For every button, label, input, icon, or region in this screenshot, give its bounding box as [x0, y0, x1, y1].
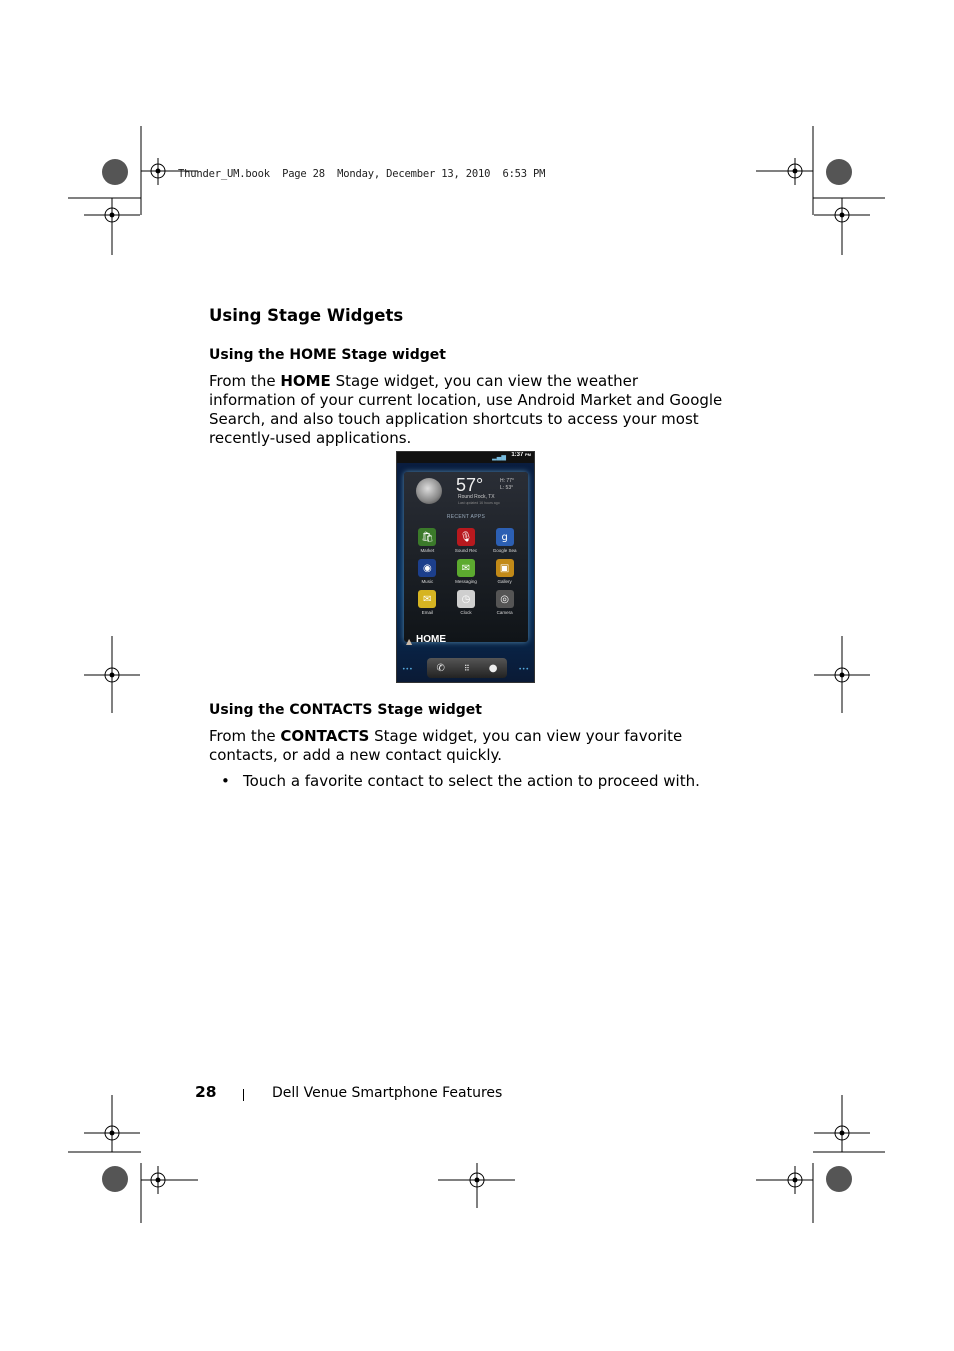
app-shortcut [447, 559, 486, 584]
high-low [500, 478, 514, 492]
microphone-icon: 🎙 [457, 528, 475, 546]
browser-icon: ● [488, 662, 498, 674]
left-page-dots: ••• [402, 666, 413, 673]
stage-label: HOME [416, 634, 446, 645]
status-bar [397, 452, 534, 463]
bullet-icon: • [221, 772, 230, 790]
home-widget-screenshot [396, 451, 535, 683]
home-para-rest: Stage widget, you can view the weather information of your current location, use Android Market and Google Search, and also touch application shortcuts to access your most recently-used applications. [209, 372, 723, 447]
section-title: Using Stage Widgets [209, 306, 404, 325]
right-page-dots: ••• [518, 666, 529, 673]
app-drawer-icon: ⠿ [463, 663, 470, 673]
dock [427, 658, 507, 678]
temperature: 57° [456, 475, 484, 495]
app-shortcut [408, 590, 447, 615]
app-label: Google Sea [492, 548, 517, 553]
google-search-icon: g [496, 528, 514, 546]
contacts-paragraph [209, 727, 729, 765]
clock-icon: ◷ [457, 590, 475, 608]
footer-divider [243, 1089, 244, 1101]
app-shortcut [408, 528, 447, 553]
app-label: Email [421, 610, 433, 615]
market-icon: 🛍 [418, 528, 436, 546]
app-label: Messaging [455, 579, 477, 584]
app-shortcut [485, 559, 524, 584]
contacts-bullet [221, 772, 700, 791]
app-label: Market [420, 548, 435, 553]
bullet-text: Touch a favorite contact to select the action to proceed with. [243, 772, 700, 790]
app-label: Music [421, 579, 434, 584]
email-icon: ✉ [418, 590, 436, 608]
home-para-prefix: From the [209, 372, 281, 390]
slug-line: Thunder_UM.book Page 28 Monday, December 13, 2010 6:53 PM [178, 168, 546, 180]
gallery-icon: ▣ [496, 559, 514, 577]
high-temp: H: 77° [500, 478, 514, 484]
app-label: Sound Rec [454, 548, 478, 553]
stage-label-bar [404, 634, 528, 648]
location: Round Rock, TX [458, 494, 495, 500]
last-updated: Last updated 16 hours ago [458, 501, 500, 505]
music-icon: ◉ [418, 559, 436, 577]
footer-chapter: Dell Venue Smartphone Features [272, 1085, 503, 1101]
app-shortcut [447, 590, 486, 615]
page-number: 28 [195, 1083, 217, 1101]
app-label: Clock [460, 610, 472, 615]
status-time: 1:37 PM [511, 452, 531, 458]
contacts-para-bold: CONTACTS [280, 727, 370, 745]
app-shortcut [485, 590, 524, 615]
app-label: Camera [496, 610, 513, 615]
recent-apps-grid [408, 528, 524, 615]
home-paragraph [209, 372, 729, 448]
phone-icon: ✆ [436, 662, 445, 674]
contacts-heading: Using the CONTACTS Stage widget [209, 702, 482, 718]
messaging-icon: ✉ [457, 559, 475, 577]
recent-apps-label: RECENT APPS [446, 514, 486, 520]
app-shortcut [408, 559, 447, 584]
home-heading: Using the HOME Stage widget [209, 347, 446, 363]
signal-icon: ▂▄▆ [492, 454, 506, 461]
app-shortcut [485, 528, 524, 553]
home-para-bold: HOME [280, 372, 331, 390]
home-widget-card [404, 472, 528, 642]
contacts-para-prefix: From the [209, 727, 281, 745]
low-temp: L: 53° [500, 485, 514, 491]
stage-arrow-icon: ▲ [406, 637, 413, 646]
moon-weather-icon [416, 478, 442, 504]
camera-icon: ◎ [496, 590, 514, 608]
app-label: Gallery [497, 579, 512, 584]
app-shortcut [447, 528, 486, 553]
contacts-para-rest: Stage widget, you can view your favorite contacts, or add a new contact quickly. [209, 727, 683, 764]
